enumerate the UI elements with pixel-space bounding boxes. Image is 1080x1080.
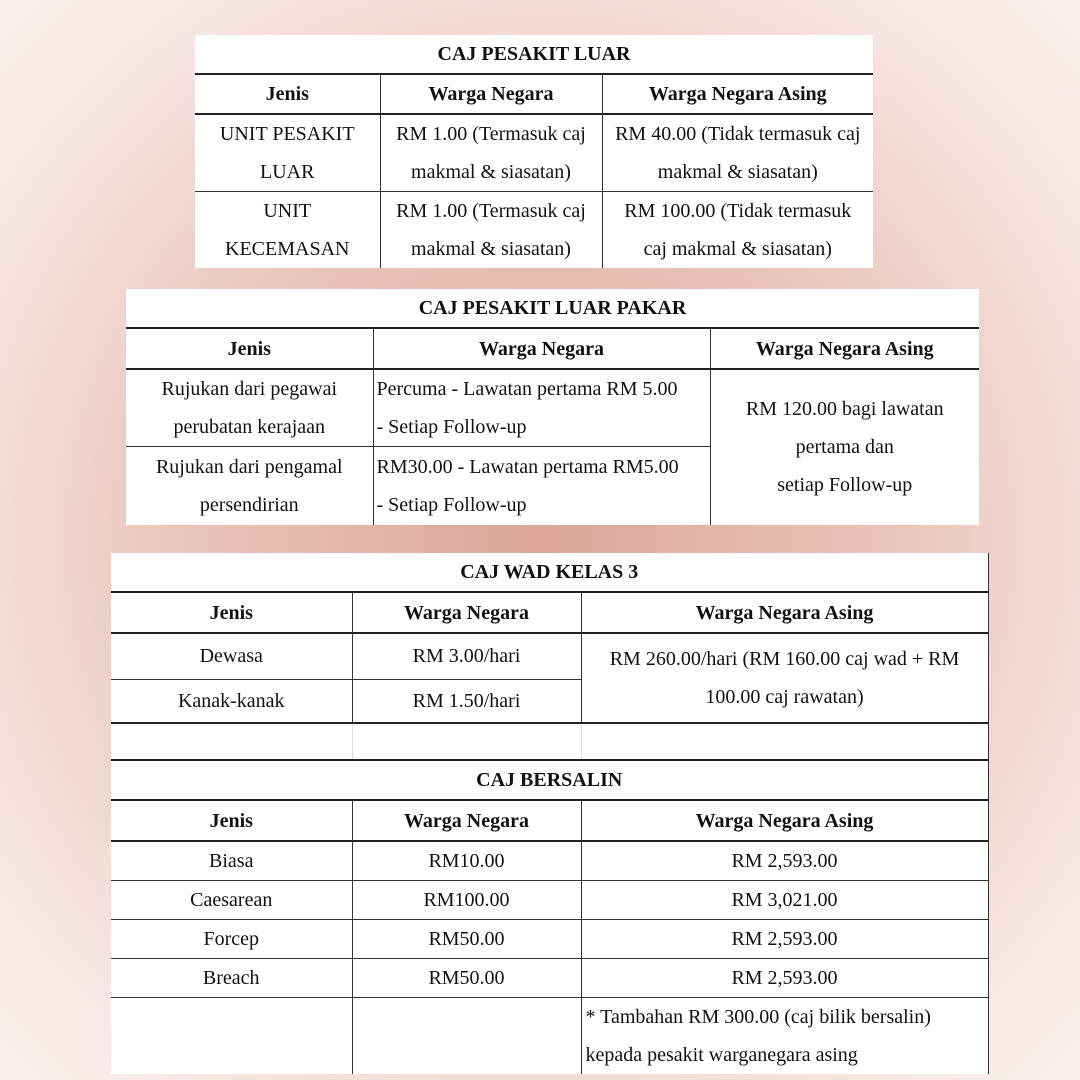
header-warga-negara: Warga Negara [352, 800, 581, 841]
specialist-outpatient-charges-table [126, 289, 979, 525]
table-title: CAJ PESAKIT LUAR [195, 35, 873, 74]
table-title: CAJ PESAKIT LUAR PAKAR [126, 289, 979, 328]
header-warga-negara: Warga Negara [380, 74, 602, 114]
table-row: Biasa RM10.00 RM 2,593.00 [111, 841, 988, 881]
table-row: Rujukan dari pegawai perubatan kerajaan Percuma - Lawatan pertama RM 5.00 - Setiap Follow-up RM 120.00 bagi lawatan pertama dan setiap Follow-up [126, 369, 979, 447]
header-warga-negara: Warga Negara [352, 592, 581, 633]
header-jenis: Jenis [126, 328, 373, 369]
header-warga-negara-asing: Warga Negara Asing [581, 592, 988, 633]
foreigner-charge-cell: RM 260.00/hari (RM 160.00 caj wad + RM 100.00 caj rawatan) [581, 633, 988, 723]
table-row [111, 998, 988, 1075]
table-row: UNIT PESAKIT LUAR RM 1.00 (Termasuk caj makmal & siasatan) RM 40.00 (Tidak termasuk caj makmal & siasatan) [195, 114, 873, 192]
ward-and-maternity-charges-table [111, 553, 989, 1074]
foreigner-charge-cell: RM 120.00 bagi lawatan pertama dan setiap Follow-up [710, 369, 979, 525]
table-row: Kanak-kanak RM 1.50/hari [111, 679, 988, 723]
header-jenis: Jenis [195, 74, 380, 114]
header-warga-negara: Warga Negara [373, 328, 710, 369]
table-title: CAJ BERSALIN [111, 760, 988, 800]
table-row: Rujukan dari pengamal persendirian RM30.00 - Lawatan pertama RM5.00 - Setiap Follow-up [126, 447, 979, 525]
header-warga-negara-asing: Warga Negara Asing [581, 800, 988, 841]
table-row: UNIT KECEMASAN RM 1.00 (Termasuk caj makmal & siasatan) RM 100.00 (Tidak termasuk caj makmal & siasatan) [195, 192, 873, 269]
table-row: Caesarean RM100.00 RM 3,021.00 [111, 881, 988, 920]
header-jenis: Jenis [111, 592, 352, 633]
outpatient-charges-table [195, 35, 873, 268]
header-warga-negara-asing: Warga Negara Asing [710, 328, 979, 369]
maternity-note: * Tambahan RM 300.00 (caj bilik bersalin) kepada pesakit warganegara asing [581, 998, 988, 1075]
table-row: Forcep RM50.00 RM 2,593.00 [111, 920, 988, 959]
table-title: CAJ WAD KELAS 3 [111, 553, 988, 592]
header-warga-negara-asing: Warga Negara Asing [602, 74, 873, 114]
header-jenis: Jenis [111, 800, 352, 841]
table-row: Dewasa RM 3.00/hari RM 260.00/hari (RM 160.00 caj wad + RM 100.00 caj rawatan) [111, 633, 988, 679]
table-row: Breach RM50.00 RM 2,593.00 [111, 959, 988, 998]
spacer-row [111, 723, 988, 760]
